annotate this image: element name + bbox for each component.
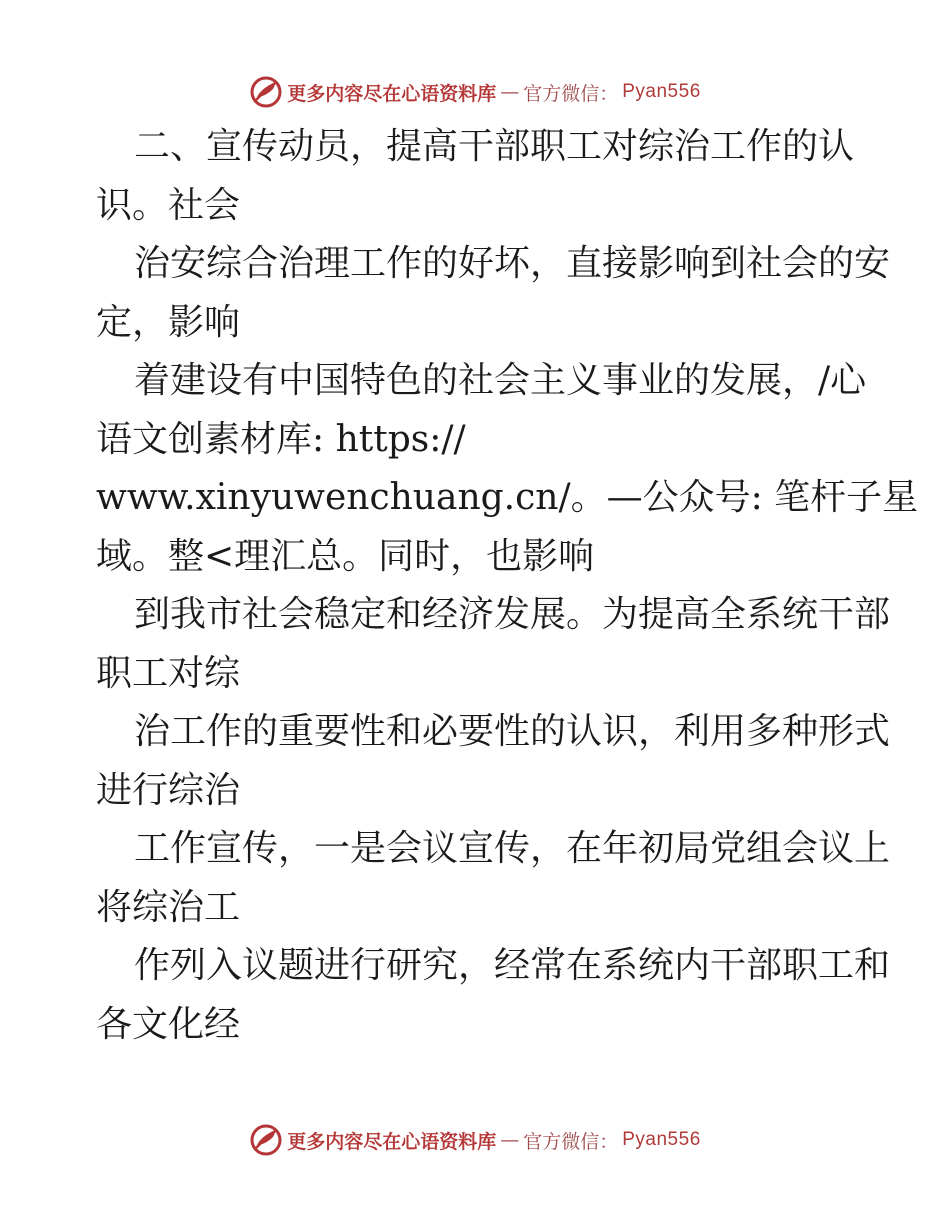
text-line: 域。整<理汇总。同时，也影响 bbox=[96, 535, 595, 577]
text-line: 治工作的重要性和必要性的认识，利用多种形式 bbox=[134, 711, 891, 752]
text-line: 职工对综 bbox=[96, 652, 241, 694]
text-line: 治安综合治理工作的好坏，直接影响到社会的安 bbox=[134, 243, 891, 284]
text-line: 将综治工 bbox=[96, 886, 241, 928]
banner-brand-text: 更多内容尽在心语资料库 bbox=[287, 1130, 497, 1153]
text-line: 到我市社会稳定和经济发展。为提高全系统干部 bbox=[134, 594, 891, 635]
pen-logo-icon bbox=[249, 75, 283, 109]
banner-dash: — bbox=[500, 1129, 520, 1151]
document-body bbox=[96, 118, 919, 1054]
banner-wechat-id: Pyan556 bbox=[622, 1129, 701, 1150]
banner-official-label: 官方微信： bbox=[523, 1130, 619, 1153]
text-line: 定，影响 bbox=[96, 301, 241, 343]
banner-wechat-id: Pyan556 bbox=[622, 81, 701, 102]
banner-brand-text: 更多内容尽在心语资料库 bbox=[287, 82, 497, 105]
text-line: 作列入议题进行研究，经常在系统内干部职工和 bbox=[134, 945, 891, 986]
text-line: 语文创素材库: https:// bbox=[96, 418, 466, 460]
text-line: 识。社会 bbox=[96, 184, 241, 226]
pen-logo-icon bbox=[249, 1123, 283, 1157]
banner-dash: — bbox=[500, 81, 520, 103]
header-banner bbox=[0, 72, 950, 112]
footer-banner bbox=[0, 1120, 950, 1160]
banner-official-label: 官方微信： bbox=[523, 82, 619, 105]
text-line: www.xinyuwenchuang.cn/。—公众号: 笔杆子星 bbox=[96, 477, 919, 518]
text-line: 进行综治 bbox=[96, 769, 241, 811]
text-line: 着建设有中国特色的社会主义事业的发展，/心 bbox=[134, 360, 867, 401]
text-line: 工作宣传，一是会议宣传，在年初局党组会议上 bbox=[134, 828, 891, 869]
text-line: 各文化经 bbox=[96, 1003, 241, 1045]
text-line: 二、宣传动员，提高干部职工对综治工作的认 bbox=[134, 126, 855, 167]
